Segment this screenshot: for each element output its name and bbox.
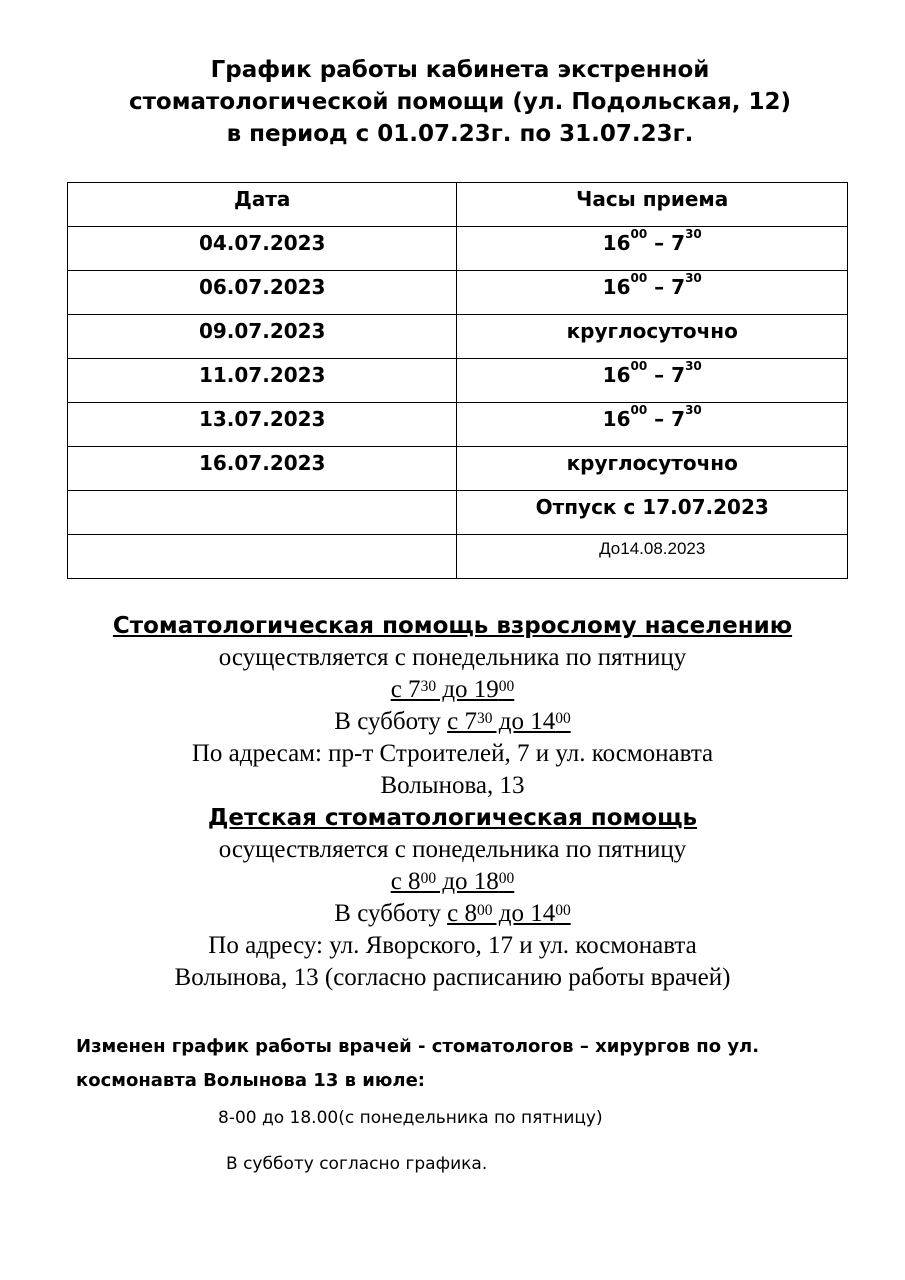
row-date: 04.07.2023 [68,227,457,271]
child-address-2: Волынова, 13 (согласно расписанию работы врачей) [174,964,731,991]
title-line-3: в период с 01.07.23г. по 31.07.23г. [226,121,694,147]
table-row [68,359,848,403]
row-date: 16.07.2023 [68,447,457,491]
row-date: 11.07.2023 [68,359,457,403]
table-header-row [68,183,848,227]
table-row [68,491,848,535]
row-date: 13.07.2023 [68,403,457,447]
title-line-1: График работы кабинета экстренной [210,57,710,83]
empty-cell [68,535,457,579]
child-weekday-hours: с $8^{00}$ до $18^{00}$ [390,868,515,895]
adult-saturday: В субботу с $7^{30}$ до $14^{00}$ [334,708,571,735]
title-line-2: стоматологической помощи (ул. Подольская, 12) [128,89,792,115]
adult-weekday-hours: с $7^{30}$ до $19^{00}$ [390,676,515,703]
empty-cell [68,491,457,535]
schedule-table [67,182,848,579]
adult-address-1: По адресам: пр-т Строителей, 7 и ул. космонавта [191,740,714,767]
child-heading: Детская стоматологическая помощь [207,805,698,831]
child-address-1: По адресу: ул. Яворского, 17 и ул. космонавта [208,932,697,959]
child-saturday: В субботу с $8^{00}$ до $14^{00}$ [334,900,571,927]
row-hours: $16^{00} - 7^{30}$ [457,359,848,403]
row-hours: $16^{00} - 7^{30}$ [457,271,848,315]
page-title [20,54,900,150]
table-row [68,447,848,491]
notice-line-1: Изменен график работы врачей - стоматологов – хирургов по ул. [76,1036,760,1057]
row-hours: круглосуточно [457,447,848,491]
header-date: Дата [68,183,457,227]
schedule-change-notice [76,1030,896,1174]
table-row [68,535,848,579]
header-hours: Часы приема [457,183,848,227]
row-hours: $16^{00} - 7^{30}$ [457,403,848,447]
notice-saturday: В субботу согласно графика. [226,1154,488,1174]
notice-line-2: космонавта Волынова 13 в июле: [76,1070,425,1091]
info-section [0,610,905,994]
row-hours: $16^{00} - 7^{30}$ [457,227,848,271]
table-row [68,271,848,315]
adult-heading: Стоматологическая помощь взрослому населению [112,613,793,639]
notice-hours: 8-00 до 18.00(с понедельника по пятницу) [218,1108,603,1128]
child-weekdays: осуществляется с понедельника по пятницу [218,836,687,863]
table-row [68,315,848,359]
until-cell: До14.08.2023 [457,535,848,579]
adult-weekdays: осуществляется с понедельника по пятницу [218,644,687,671]
row-date: 06.07.2023 [68,271,457,315]
table-row [68,227,848,271]
row-date: 09.07.2023 [68,315,457,359]
table-row [68,403,848,447]
adult-address-2: Волынова, 13 [380,772,525,799]
row-hours: круглосуточно [457,315,848,359]
vacation-cell: Отпуск с 17.07.2023 [457,491,848,535]
